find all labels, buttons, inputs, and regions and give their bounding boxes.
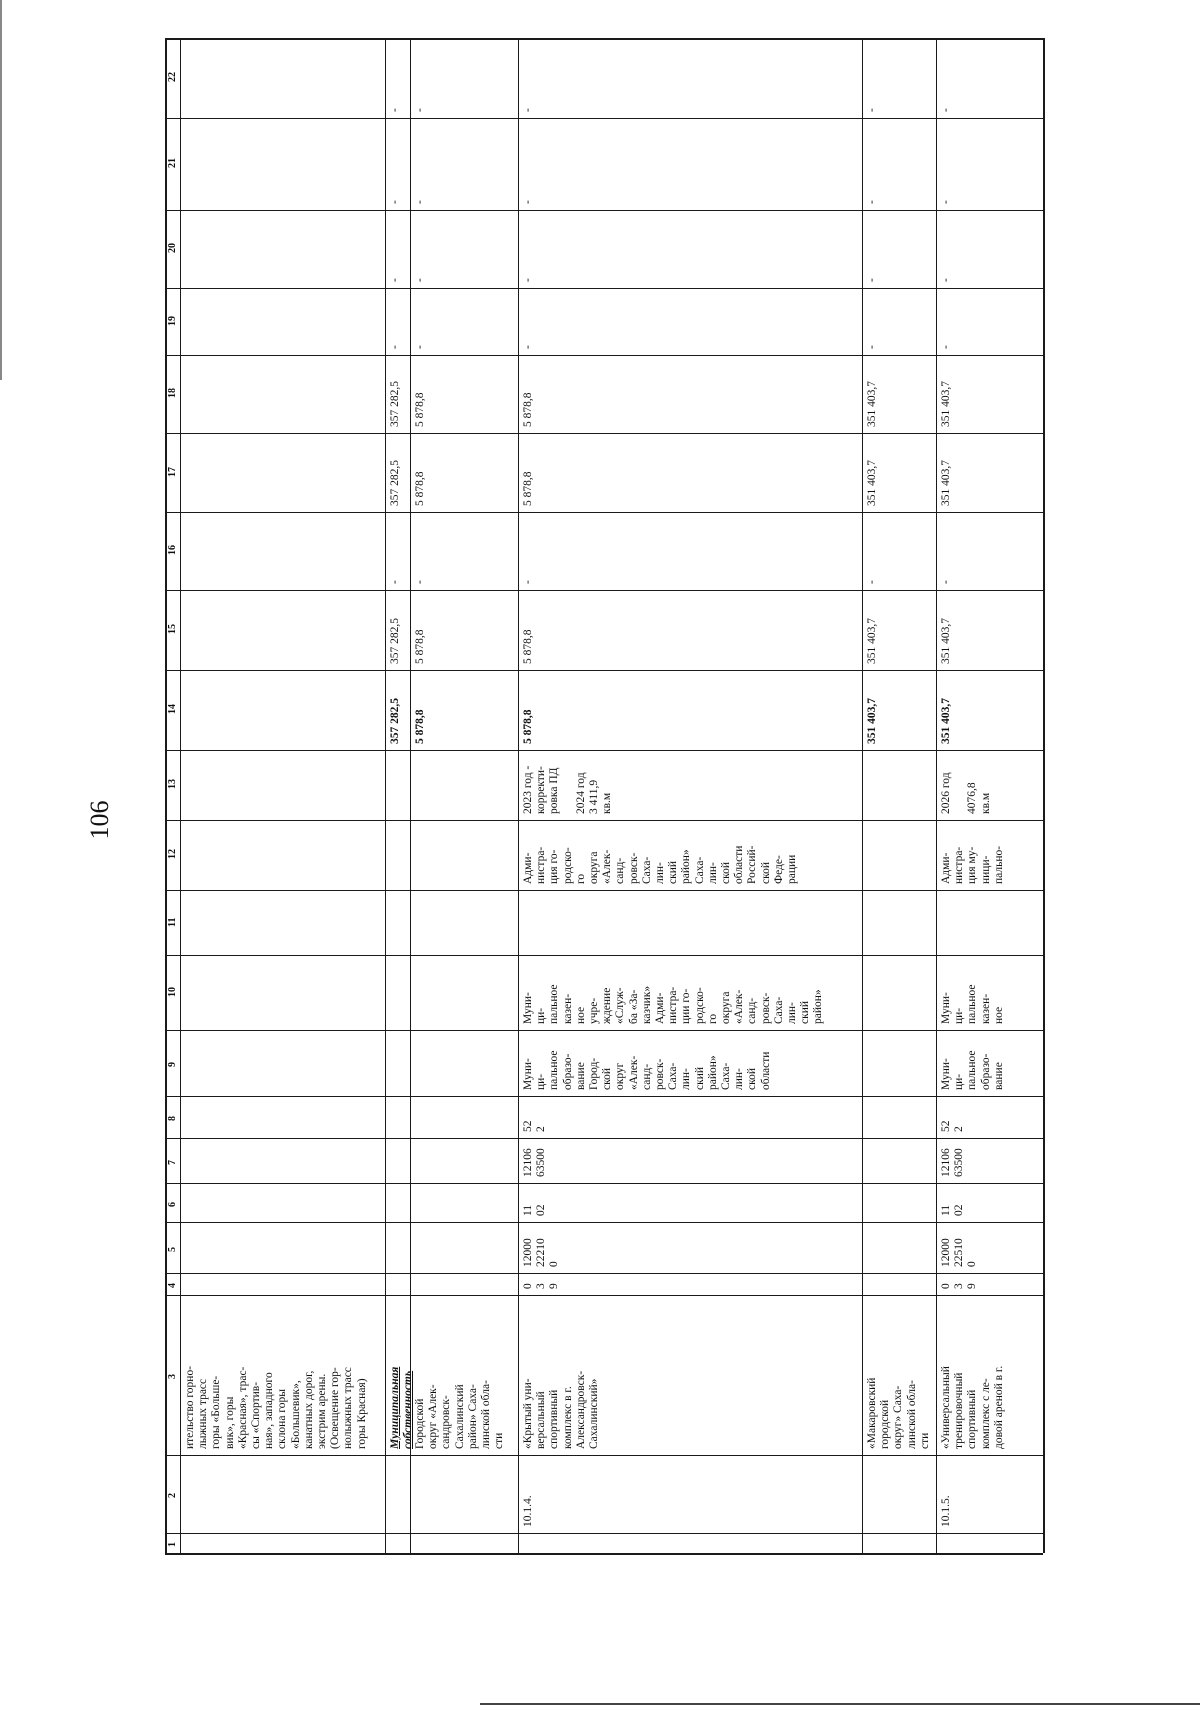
column-number: 10 [167,986,178,997]
column-number: 14 [167,704,178,714]
table-cell-c18: 5 878,8 [414,392,426,427]
column-number: 18 [167,388,178,398]
column-number: 7 [167,1159,178,1165]
table-cell-c22: - [414,108,426,112]
table-cell-c21: - [414,200,426,204]
table-cell-c4: 0 3 9 [940,1283,979,1289]
table-cell-c18: 351 403,7 [940,381,952,427]
row-separator [862,38,863,1553]
row-separator [518,38,519,1553]
table-cell-c16: - [389,580,401,584]
column-number: 15 [167,624,178,634]
scan-bottom-edge [480,1703,1200,1705]
column-separator [165,670,1043,671]
column-number: 20 [167,243,178,253]
table-cell-c3: ительство горно- лыжных трасс горы «Больше- вик», горы «Красная», трас- сы «Спортив- ная», западного склона горы «Большевик», канатных дорог, экстрим арены. (Освещение гор- нолыжных трасс горы Красная) [184,1365,368,1449]
table-cell-c2: 10.1.5. [940,1495,952,1527]
column-separator [165,355,1043,356]
table-cell-c22: - [522,108,534,112]
table-cell-c13: 2026 год 4076,8 кв.м [940,772,992,814]
table-cell-c19: - [389,345,401,349]
column-separator [165,1183,1043,1184]
column-separator [165,1096,1043,1097]
column-separator [165,1533,1043,1534]
table-cell-c15: 357 282,5 [389,618,401,664]
table-cell-c17: 5 878,8 [522,471,534,506]
table-cell-c6: 11 02 [522,1204,548,1216]
table-cell-c20: - [522,278,534,282]
table-cell-c21: - [522,200,534,204]
column-separator [165,288,1043,289]
table-cell-c15: 351 403,7 [940,618,952,664]
table-cell-c14: 5 878,8 [414,709,426,744]
table-cell-c13: 2023 год - корректи- ровка ПД 2024 год 3 411,9 кв.м [522,765,614,814]
column-number: 3 [167,1374,178,1379]
column-separator [165,1553,1043,1555]
table-cell-c16: - [866,580,878,584]
column-separator [165,820,1043,821]
column-separator [165,1138,1043,1139]
column-separator [165,210,1043,211]
column-separator [165,890,1043,891]
table-cell-c19: - [866,345,878,349]
table-cell-c21: - [940,200,952,204]
table-cell-c15: 5 878,8 [522,629,534,664]
table-cell-c4: 0 3 9 [522,1283,561,1289]
column-number: 6 [167,1201,178,1207]
column-number: 12 [167,849,178,859]
column-number: 4 [167,1283,178,1288]
table-cell-c15: 351 403,7 [866,618,878,664]
table-cell-c3: «Макаровский городской округ» Саха- линской обла- сти [866,1377,931,1449]
table-cell-c14: 351 403,7 [866,698,878,744]
row-separator [936,38,937,1553]
table-cell-c22: - [940,108,952,112]
column-separator [165,955,1043,956]
table-cell-c16: - [522,580,534,584]
table-cell-c16: - [414,580,426,584]
column-separator [165,118,1043,119]
column-separator [165,1222,1043,1223]
table-cell-c15: 5 878,8 [414,629,426,664]
table-cell-c7: 12106 63500 [940,1148,966,1177]
table-cell-c18: 5 878,8 [522,392,534,427]
table-cell-c20: - [866,278,878,282]
table-cell-c3: Муниципальная собственность [389,1366,415,1449]
table-cell-c17: 357 282,5 [389,460,401,506]
table-cell-c3: Городской округ «Алек- сандровск- Сахалинский район» Саха- линской обла- сти [414,1380,506,1449]
column-number: 2 [167,1493,178,1498]
column-separator [165,750,1043,751]
column-separator [165,1455,1043,1456]
table-cell-c22: - [389,108,401,112]
table-cell-c20: - [940,278,952,282]
table-cell-c18: 357 282,5 [389,381,401,427]
scan-edge-mark [0,0,2,380]
table-cell-c16: - [940,580,952,584]
column-separator [165,1273,1043,1274]
table-cell-c14: 357 282,5 [389,698,401,744]
column-number: 21 [167,158,178,168]
column-separator [165,590,1043,591]
column-number: 19 [167,315,178,326]
table-cell-c3: «Универсальный тренировочный спортивный комплекс с ле- довой ареной в г. [940,1365,1005,1449]
column-number: 5 [167,1246,178,1252]
row-separator [180,38,181,1553]
table-cell-c20: - [389,278,401,282]
column-number: 16 [167,545,178,555]
table-cell-c10: Муни- ци- пальное казен- ное учре- ждение «Служ- ба «За- казчик» Адми- нистра- ции го- родско- го округа «Алек- санд- ровск- Саха- лин- ский район» [522,984,825,1024]
table-cell-c6: 11 02 [940,1204,966,1216]
table-cell-c17: 351 403,7 [940,460,952,506]
column-separator [165,38,1043,40]
table-cell-c20: - [414,278,426,282]
table-cell-c2: 10.1.4. [522,1495,534,1527]
table-cell-c3: «Крытый уни- версальный спортивный комплекс в г. Александровск- Сахалинский» [522,1370,601,1449]
column-number: 9 [167,1062,178,1067]
column-number: 1 [167,1542,178,1547]
table-cell-c14: 351 403,7 [940,698,952,744]
table-cell-c8: 52 2 [940,1120,966,1132]
table-cell-c5: 12000 22210 0 [522,1238,561,1267]
table-cell-c18: 351 403,7 [866,381,878,427]
column-number: 17 [167,466,178,477]
page-number: 106 [85,800,114,840]
row-separator [385,38,386,1553]
table-cell-c14: 5 878,8 [522,709,534,744]
column-number: 8 [167,1116,178,1121]
column-number: 22 [167,72,178,82]
column-separator [165,512,1043,513]
table-cell-c22: - [866,108,878,112]
table-cell-c9: Муни- ци- пальное образо- вание [940,1050,1005,1090]
table-cell-c5: 12000 22510 0 [940,1238,979,1267]
row-separator [410,38,411,1553]
table-cell-c8: 52 2 [522,1120,548,1132]
column-separator [165,433,1043,434]
column-separator [165,1295,1043,1296]
table-cell-c21: - [389,200,401,204]
row-separator [165,38,167,1553]
table-cell-c19: - [414,345,426,349]
column-number: 13 [167,779,178,789]
table-cell-c19: - [940,345,952,349]
table-cell-c7: 12106 63500 [522,1148,548,1177]
table-cell-c17: 351 403,7 [866,460,878,506]
row-separator [1043,38,1045,1553]
table-cell-c21: - [866,200,878,204]
table-cell-c12: Адми- нистра- ция му- ници- пально- [940,845,1005,884]
column-separator [165,1030,1043,1031]
table-cell-c19: - [522,345,534,349]
table-cell-c12: Адми- нистра- ция го- родско- го округа «Алек- санд- ровск- Саха- лин- ский район» Саха- лин- ской области Россий- ской Феде- рации [522,845,799,884]
table-cell-c17: 5 878,8 [414,471,426,506]
table-cell-c9: Муни- ци- пальное образо- вание Город- ской округ «Алек- санд- ровск- Саха- лин- ский район» Саха- лин- ской области [522,1050,772,1090]
column-number: 11 [167,917,178,927]
table-cell-c10: Муни- ци- пальное казен- ное [940,984,1005,1024]
